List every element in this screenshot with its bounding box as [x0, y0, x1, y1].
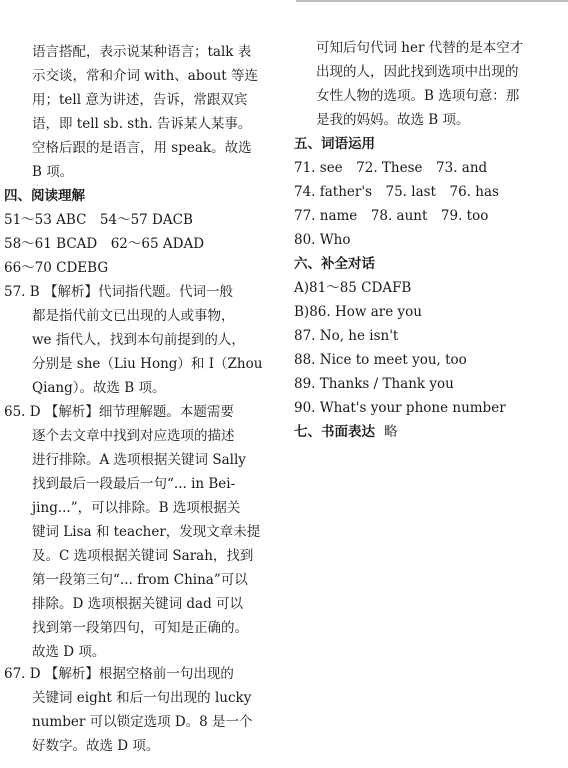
q57-line: 57. B 【解析】代词指代题。代词一般 — [4, 284, 233, 300]
q65-line: 找到第一段第四句，可知是正确的。 — [32, 620, 248, 636]
dialog-answer-line: A)81～85 CDAFB — [294, 280, 412, 296]
q69-cont-line: 女性人物的选项。B 选项句意：那 — [316, 88, 520, 104]
q65-line: 排除。D 选项根据关键词 dad 可以 — [32, 596, 244, 612]
q67-line: 好数字。故选 D 项。 — [32, 738, 160, 754]
q57-line: we 指代人，找到本句前提到的人， — [32, 332, 245, 348]
q65-line: jing...”，可以排除。B 选项根据关 — [32, 500, 241, 516]
intro-line: 语，即 tell sb. sth. 告诉某人某事。 — [32, 116, 252, 132]
q69-cont-line: 是我的妈妈。故选 B 项。 — [316, 112, 470, 128]
section-title-reading: 四、阅读理解 — [4, 188, 85, 204]
word-answer-line: 71. see 72. These 73. and — [294, 160, 488, 176]
q65-line: 及。C 选项根据关键词 Sarah，找到 — [32, 548, 254, 564]
answer-line: 51～53 ABC 54～57 DACB — [4, 212, 193, 228]
q65-line: 进行排除。A 选项根据关键词 Sally — [32, 452, 246, 468]
dialog-answer-line: 87. No, he isn't — [294, 328, 399, 344]
q67-line: number 可以锁定选项 D。8 是一个 — [32, 714, 253, 730]
q57-line: Qiang）。故选 B 项。 — [32, 380, 166, 396]
section-title-writing: 七、书面表达 — [294, 424, 375, 440]
intro-line: 示交谈，常和介词 with、about 等连 — [32, 68, 259, 84]
answer-line: 66～70 CDEBG — [4, 260, 109, 276]
intro-line: 空格后跟的是语言，用 speak。故选 — [32, 140, 252, 156]
dialog-answer-line: B)86. How are you — [294, 304, 422, 320]
q57-line: 分别是 she（Liu Hong）和 I（Zhou — [32, 356, 263, 372]
dialog-answer-line: 88. Nice to meet you, too — [294, 352, 467, 368]
word-answer-line: 77. name 78. aunt 79. too — [294, 208, 489, 224]
q65-line: 65. D 【解析】细节理解题。本题需要 — [4, 404, 234, 420]
q67-line: 67. D 【解析】根据空格前一句出现的 — [4, 666, 234, 682]
q69-cont-line: 可知后句代词 her 代替的是本空才 — [316, 40, 524, 56]
word-answer-line: 74. father's 75. last 76. has — [294, 184, 499, 200]
intro-line: 用；tell 意为讲述，告诉，常跟双宾 — [32, 92, 248, 108]
q65-line: 键词 Lisa 和 teacher，发现文章未提 — [32, 524, 261, 540]
q69-cont-line: 出现的人，因此找到选项中出现的 — [316, 64, 519, 80]
dialog-answer-line: 89. Thanks / Thank you — [294, 376, 454, 392]
section-title-dialogue: 六、补全对话 — [294, 256, 375, 272]
q65-line: 故选 D 项。 — [32, 644, 106, 660]
q67-line: 关键词 eight 和后一句出现的 lucky — [32, 690, 252, 706]
section-title-word-usage: 五、词语运用 — [294, 136, 375, 152]
answer-line: 58～61 BCAD 62～65 ADAD — [4, 236, 205, 252]
dialog-answer-line: 90. What's your phone number — [294, 400, 506, 416]
q65-line: 找到最后一段最后一句“... in Bei- — [32, 476, 236, 492]
q65-line: 第一段第三句“... from China”可以 — [32, 572, 248, 588]
q57-line: 都是指代前文已出现的人或事物， — [32, 308, 235, 324]
intro-line: 语言搭配，表示说某种语言；talk 表 — [32, 44, 252, 60]
intro-line: B 项。 — [32, 164, 74, 180]
word-answer-line: 80. Who — [294, 232, 351, 248]
top-rule — [296, 0, 568, 10]
q65-line: 逐个去文章中找到对应选项的描述 — [32, 428, 235, 444]
writing-answer: 略 — [384, 424, 398, 440]
